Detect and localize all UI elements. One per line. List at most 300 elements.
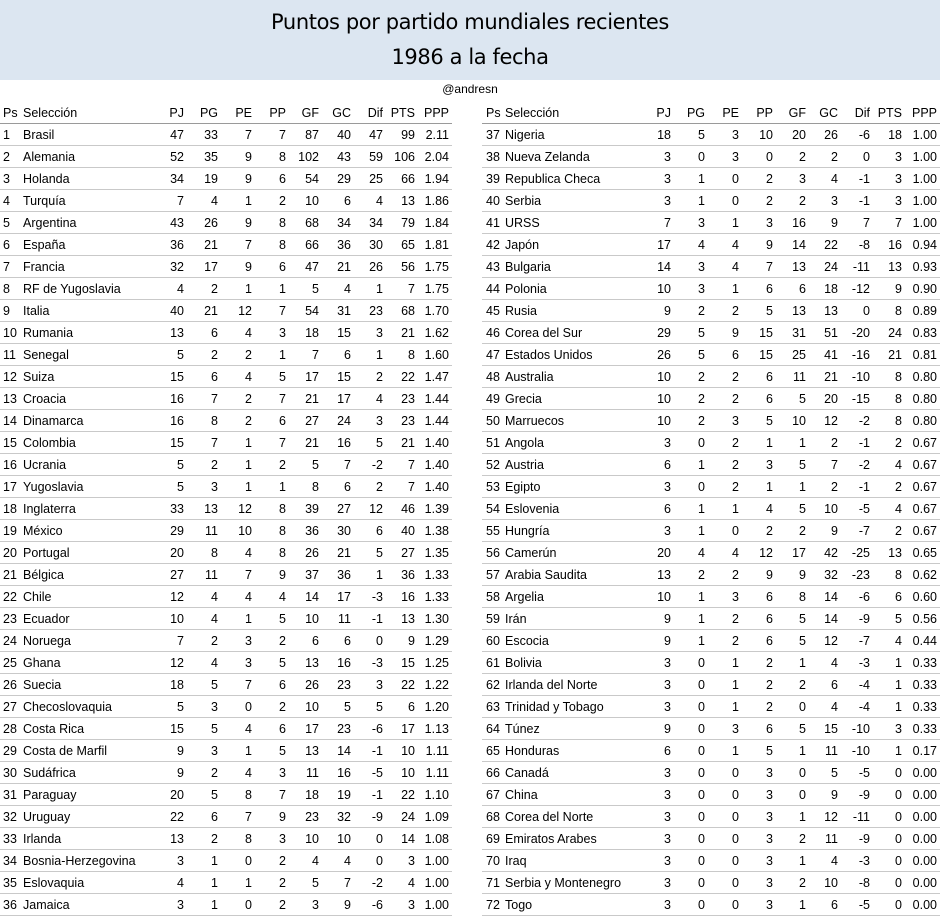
cell-lost: 6 — [279, 678, 286, 692]
cell-points: 24 — [401, 810, 415, 824]
cell-points-per-game: 1.39 — [424, 502, 449, 516]
cell-points-per-game: 0.33 — [912, 656, 937, 670]
header-position: Ps — [486, 106, 501, 120]
cell-won: 3 — [211, 480, 218, 494]
cell-points-per-game: 1.94 — [424, 172, 449, 186]
cell-points: 22 — [401, 678, 415, 692]
cell-goals-against: 6 — [831, 678, 838, 692]
cell-won: 7 — [211, 436, 218, 450]
cell-goals-against: 15 — [824, 722, 838, 736]
table-row — [482, 564, 940, 586]
cell-position: 32 — [3, 810, 17, 824]
cell-won: 3 — [698, 260, 705, 274]
cell-lost: 4 — [279, 590, 286, 604]
cell-drawn: 1 — [245, 194, 252, 208]
cell-goals-against: 23 — [337, 678, 351, 692]
cell-drawn: 3 — [732, 128, 739, 142]
cell-team: Angola — [505, 436, 544, 450]
cell-points-per-game: 1.75 — [424, 260, 449, 274]
cell-drawn: 0 — [732, 854, 739, 868]
cell-points: 0 — [895, 810, 902, 824]
cell-team: Republica Checa — [505, 172, 601, 186]
cell-goal-diff: -7 — [858, 634, 870, 648]
cell-points: 7 — [408, 282, 415, 296]
cell-points: 23 — [401, 392, 415, 406]
cell-won: 1 — [698, 612, 705, 626]
cell-drawn: 0 — [732, 194, 739, 208]
cell-lost: 2 — [279, 458, 286, 472]
cell-position: 72 — [486, 898, 500, 912]
cell-goals-against: 3 — [831, 194, 838, 208]
table-row — [0, 498, 452, 520]
cell-goals-against: 26 — [824, 128, 838, 142]
cell-team: Checoslovaquia — [23, 700, 112, 714]
table-row — [482, 432, 940, 454]
cell-drawn: 0 — [732, 898, 739, 912]
cell-drawn: 0 — [245, 700, 252, 714]
cell-points: 4 — [895, 634, 902, 648]
cell-lost: 2 — [766, 678, 773, 692]
cell-goals-for: 26 — [305, 546, 319, 560]
cell-position: 23 — [3, 612, 17, 626]
cell-drawn: 7 — [245, 238, 252, 252]
table-row — [482, 124, 940, 146]
cell-points-per-game: 1.33 — [424, 590, 449, 604]
cell-position: 44 — [486, 282, 500, 296]
cell-position: 51 — [486, 436, 500, 450]
cell-goal-diff: 25 — [369, 172, 383, 186]
cell-team: Dinamarca — [23, 414, 84, 428]
cell-position: 16 — [3, 458, 17, 472]
table-row — [482, 542, 940, 564]
cell-goals-against: 13 — [824, 304, 838, 318]
cell-points: 2 — [895, 524, 902, 538]
cell-position: 18 — [3, 502, 17, 516]
cell-goals-for: 17 — [305, 370, 319, 384]
cell-points-per-game: 0.67 — [912, 502, 937, 516]
cell-played: 9 — [177, 766, 184, 780]
cell-points: 10 — [401, 766, 415, 780]
cell-goals-against: 51 — [824, 326, 838, 340]
table-row — [482, 300, 940, 322]
header-goals-against: GC — [332, 106, 351, 120]
cell-team: Emiratos Arabes — [505, 832, 597, 846]
cell-played: 32 — [170, 260, 184, 274]
cell-won: 33 — [204, 128, 218, 142]
cell-team: Irlanda — [23, 832, 62, 846]
cell-team: España — [23, 238, 66, 252]
cell-position: 56 — [486, 546, 500, 560]
cell-goals-for: 6 — [799, 282, 806, 296]
cell-played: 12 — [170, 590, 184, 604]
cell-points: 9 — [895, 282, 902, 296]
cell-goals-for: 10 — [792, 414, 806, 428]
cell-won: 1 — [698, 634, 705, 648]
cell-goal-diff: -9 — [858, 612, 870, 626]
cell-points-per-game: 1.30 — [424, 612, 449, 626]
cell-won: 0 — [698, 766, 705, 780]
cell-drawn: 4 — [732, 238, 739, 252]
standings-table-left — [0, 102, 452, 916]
cell-goals-for: 5 — [799, 634, 806, 648]
cell-points-per-game: 1.62 — [424, 326, 449, 340]
cell-won: 2 — [211, 634, 218, 648]
cell-position: 33 — [3, 832, 17, 846]
cell-team: Egipto — [505, 480, 541, 494]
cell-played: 3 — [664, 436, 671, 450]
cell-lost: 5 — [766, 304, 773, 318]
cell-team: Japón — [505, 238, 540, 252]
cell-goals-against: 24 — [824, 260, 838, 274]
cell-won: 0 — [698, 480, 705, 494]
cell-won: 3 — [698, 282, 705, 296]
cell-drawn: 0 — [732, 876, 739, 890]
cell-played: 4 — [177, 876, 184, 890]
cell-played: 9 — [664, 634, 671, 648]
cell-drawn: 2 — [732, 568, 739, 582]
cell-played: 7 — [177, 194, 184, 208]
cell-points: 1 — [895, 656, 902, 670]
cell-goal-diff: 26 — [369, 260, 383, 274]
cell-position: 5 — [3, 216, 10, 230]
cell-goal-diff: 3 — [376, 678, 383, 692]
cell-team: Portugal — [23, 546, 70, 560]
cell-lost: 9 — [766, 238, 773, 252]
cell-goals-for: 66 — [305, 238, 319, 252]
cell-played: 10 — [170, 612, 184, 626]
cell-goals-for: 17 — [305, 722, 319, 736]
cell-goals-against: 14 — [824, 612, 838, 626]
cell-team: Escocia — [505, 634, 549, 648]
cell-points-per-game: 0.81 — [912, 348, 937, 362]
cell-drawn: 7 — [245, 678, 252, 692]
cell-position: 55 — [486, 524, 500, 538]
cell-won: 4 — [211, 612, 218, 626]
cell-lost: 3 — [766, 458, 773, 472]
cell-goals-for: 5 — [312, 458, 319, 472]
table-row — [0, 630, 452, 652]
cell-points-per-game: 1.38 — [424, 524, 449, 538]
cell-played: 36 — [170, 238, 184, 252]
cell-won: 2 — [698, 304, 705, 318]
cell-goals-for: 18 — [305, 326, 319, 340]
cell-won: 8 — [211, 414, 218, 428]
cell-position: 68 — [486, 810, 500, 824]
cell-lost: 0 — [766, 150, 773, 164]
cell-goals-for: 16 — [792, 216, 806, 230]
cell-points-per-game: 1.11 — [425, 744, 449, 758]
cell-drawn: 1 — [245, 876, 252, 890]
cell-points: 21 — [888, 348, 902, 362]
cell-team: Croacia — [23, 392, 67, 406]
table-row — [482, 146, 940, 168]
cell-drawn: 0 — [732, 788, 739, 802]
header-goal-diff: Dif — [854, 106, 870, 120]
cell-lost: 3 — [766, 216, 773, 230]
table-row — [0, 806, 452, 828]
cell-points-per-game: 1.00 — [912, 150, 937, 164]
cell-goal-diff: -9 — [371, 810, 383, 824]
table-row — [0, 652, 452, 674]
cell-drawn: 7 — [245, 568, 252, 582]
cell-lost: 3 — [279, 766, 286, 780]
cell-won: 0 — [698, 854, 705, 868]
cell-won: 0 — [698, 788, 705, 802]
table-row — [482, 608, 940, 630]
cell-team: Suecia — [23, 678, 62, 692]
cell-goal-diff: 23 — [369, 304, 383, 318]
table-row — [0, 674, 452, 696]
cell-points: 21 — [401, 326, 415, 340]
cell-team: Nigeria — [505, 128, 545, 142]
table-row — [482, 696, 940, 718]
cell-goals-for: 7 — [312, 348, 319, 362]
cell-goals-for: 4 — [312, 854, 319, 868]
cell-played: 5 — [177, 480, 184, 494]
cell-points-per-game: 1.84 — [424, 216, 449, 230]
cell-goal-diff: 1 — [376, 568, 383, 582]
table-row — [482, 322, 940, 344]
cell-position: 42 — [486, 238, 500, 252]
cell-goal-diff: -9 — [858, 832, 870, 846]
cell-lost: 6 — [766, 612, 773, 626]
cell-position: 48 — [486, 370, 500, 384]
cell-lost: 6 — [766, 590, 773, 604]
cell-won: 2 — [698, 370, 705, 384]
header-played: PJ — [656, 106, 671, 120]
cell-won: 0 — [698, 436, 705, 450]
header-team: Selección — [505, 106, 560, 120]
table-row — [0, 454, 452, 476]
cell-position: 34 — [3, 854, 17, 868]
cell-goals-against: 36 — [337, 568, 351, 582]
cell-team: Colombia — [23, 436, 76, 450]
cell-points: 13 — [401, 194, 415, 208]
cell-position: 46 — [486, 326, 500, 340]
cell-lost: 5 — [766, 744, 773, 758]
cell-goals-against: 36 — [337, 238, 351, 252]
cell-drawn: 0 — [732, 172, 739, 186]
cell-team: Paraguay — [23, 788, 77, 802]
cell-won: 8 — [211, 546, 218, 560]
cell-points: 22 — [401, 370, 415, 384]
cell-drawn: 8 — [245, 788, 252, 802]
cell-points-per-game: 1.20 — [424, 700, 449, 714]
cell-goals-against: 32 — [824, 568, 838, 582]
cell-goals-against: 19 — [337, 788, 351, 802]
cell-goals-against: 12 — [824, 414, 838, 428]
cell-goals-for: 8 — [312, 480, 319, 494]
cell-points-per-game: 1.47 — [424, 370, 449, 384]
cell-points-per-game: 1.10 — [424, 788, 449, 802]
cell-team: Trinidad y Tobago — [505, 700, 604, 714]
table-row — [0, 300, 452, 322]
table-row — [0, 366, 452, 388]
table-row — [0, 256, 452, 278]
cell-position: 15 — [3, 436, 17, 450]
cell-position: 22 — [3, 590, 17, 604]
table-row — [0, 124, 452, 146]
cell-position: 35 — [3, 876, 17, 890]
cell-points-per-game: 0.80 — [912, 414, 937, 428]
cell-lost: 8 — [279, 216, 286, 230]
cell-points: 8 — [408, 348, 415, 362]
cell-goals-for: 2 — [799, 194, 806, 208]
cell-goal-diff: 30 — [369, 238, 383, 252]
cell-goal-diff: -9 — [858, 788, 870, 802]
cell-points-per-game: 0.89 — [912, 304, 937, 318]
cell-drawn: 0 — [245, 854, 252, 868]
cell-goals-for: 17 — [792, 546, 806, 560]
cell-team: Irlanda del Norte — [505, 678, 598, 692]
cell-goals-against: 30 — [337, 524, 351, 538]
cell-position: 58 — [486, 590, 500, 604]
cell-position: 45 — [486, 304, 500, 318]
cell-points-per-game: 0.67 — [912, 436, 937, 450]
cell-position: 69 — [486, 832, 500, 846]
table-row — [482, 366, 940, 388]
cell-lost: 6 — [766, 392, 773, 406]
cell-won: 1 — [698, 590, 705, 604]
cell-points-per-game: 0.00 — [912, 876, 937, 890]
table-row — [0, 212, 452, 234]
cell-won: 4 — [698, 238, 705, 252]
cell-goals-against: 18 — [824, 282, 838, 296]
cell-points: 79 — [401, 216, 415, 230]
cell-position: 11 — [3, 348, 16, 362]
cell-goals-for: 1 — [799, 810, 806, 824]
cell-goals-for: 2 — [799, 832, 806, 846]
cell-played: 29 — [657, 326, 671, 340]
cell-points: 7 — [895, 216, 902, 230]
cell-goals-against: 4 — [831, 172, 838, 186]
cell-goals-for: 0 — [799, 788, 806, 802]
header-lost: PP — [269, 106, 286, 120]
cell-points-per-game: 1.44 — [424, 414, 449, 428]
cell-won: 0 — [698, 876, 705, 890]
cell-drawn: 4 — [245, 370, 252, 384]
cell-won: 5 — [698, 128, 705, 142]
cell-goal-diff: 0 — [376, 832, 383, 846]
cell-points: 4 — [895, 502, 902, 516]
cell-won: 1 — [698, 194, 705, 208]
cell-goal-diff: 5 — [376, 700, 383, 714]
cell-drawn: 2 — [732, 480, 739, 494]
table-row — [0, 190, 452, 212]
cell-drawn: 6 — [732, 348, 739, 362]
cell-goal-diff: -20 — [851, 326, 870, 340]
cell-played: 3 — [664, 898, 671, 912]
cell-position: 63 — [486, 700, 500, 714]
cell-drawn: 8 — [245, 832, 252, 846]
cell-team: Eslovaquia — [23, 876, 85, 890]
cell-goal-diff: -10 — [851, 744, 870, 758]
cell-lost: 1 — [279, 282, 286, 296]
cell-points: 3 — [408, 854, 415, 868]
cell-goals-against: 11 — [338, 612, 351, 626]
cell-goals-for: 0 — [799, 766, 806, 780]
cell-points-per-game: 1.86 — [424, 194, 449, 208]
cell-position: 3 — [3, 172, 10, 186]
table-row — [482, 586, 940, 608]
cell-team: Polonia — [505, 282, 547, 296]
cell-points-per-game: 1.40 — [424, 436, 449, 450]
cell-team: Hungría — [505, 524, 550, 538]
cell-drawn: 2 — [732, 370, 739, 384]
cell-points: 21 — [401, 436, 415, 450]
cell-lost: 5 — [279, 612, 286, 626]
cell-position: 17 — [3, 480, 17, 494]
cell-points: 23 — [401, 414, 415, 428]
cell-points: 106 — [394, 150, 415, 164]
cell-goals-against: 43 — [337, 150, 351, 164]
cell-goals-for: 54 — [305, 172, 319, 186]
cell-goals-for: 47 — [305, 260, 319, 274]
cell-drawn: 3 — [245, 656, 252, 670]
cell-points: 18 — [888, 128, 902, 142]
cell-position: 60 — [486, 634, 500, 648]
table-row — [482, 652, 940, 674]
cell-goals-for: 2 — [799, 150, 806, 164]
table-row — [482, 784, 940, 806]
cell-position: 20 — [3, 546, 17, 560]
table-row — [482, 520, 940, 542]
cell-team: Serbia y Montenegro — [505, 876, 622, 890]
cell-goals-against: 21 — [337, 546, 351, 560]
cell-goals-against: 20 — [824, 392, 838, 406]
cell-points-per-game: 1.60 — [424, 348, 449, 362]
table-row — [0, 432, 452, 454]
cell-played: 3 — [664, 678, 671, 692]
table-row — [482, 762, 940, 784]
cell-position: 59 — [486, 612, 500, 626]
cell-goals-for: 2 — [799, 524, 806, 538]
table-row — [0, 608, 452, 630]
cell-team: Argentina — [23, 216, 77, 230]
author-credit: @andresn — [442, 82, 498, 96]
cell-position: 57 — [486, 568, 500, 582]
cell-goal-diff: 4 — [376, 392, 383, 406]
cell-lost: 2 — [766, 700, 773, 714]
cell-points-per-game: 0.67 — [912, 458, 937, 472]
table-row — [482, 850, 940, 872]
cell-points: 4 — [408, 876, 415, 890]
cell-points: 24 — [888, 326, 902, 340]
cell-drawn: 2 — [732, 392, 739, 406]
cell-lost: 2 — [279, 898, 286, 912]
cell-team: Nueva Zelanda — [505, 150, 590, 164]
cell-goals-against: 11 — [825, 832, 838, 846]
cell-team: Argelia — [505, 590, 544, 604]
cell-goal-diff: -3 — [858, 656, 870, 670]
cell-goal-diff: -1 — [371, 788, 383, 802]
table-row — [0, 718, 452, 740]
cell-lost: 8 — [279, 546, 286, 560]
cell-lost: 3 — [766, 898, 773, 912]
table-row — [482, 454, 940, 476]
cell-won: 4 — [211, 590, 218, 604]
cell-lost: 3 — [279, 326, 286, 340]
cell-team: Rusia — [505, 304, 537, 318]
header-drawn: PE — [722, 106, 739, 120]
cell-won: 0 — [698, 722, 705, 736]
cell-played: 15 — [170, 436, 184, 450]
cell-drawn: 2 — [732, 436, 739, 450]
cell-played: 3 — [664, 700, 671, 714]
cell-points: 0 — [895, 788, 902, 802]
table-row — [0, 278, 452, 300]
cell-position: 64 — [486, 722, 500, 736]
